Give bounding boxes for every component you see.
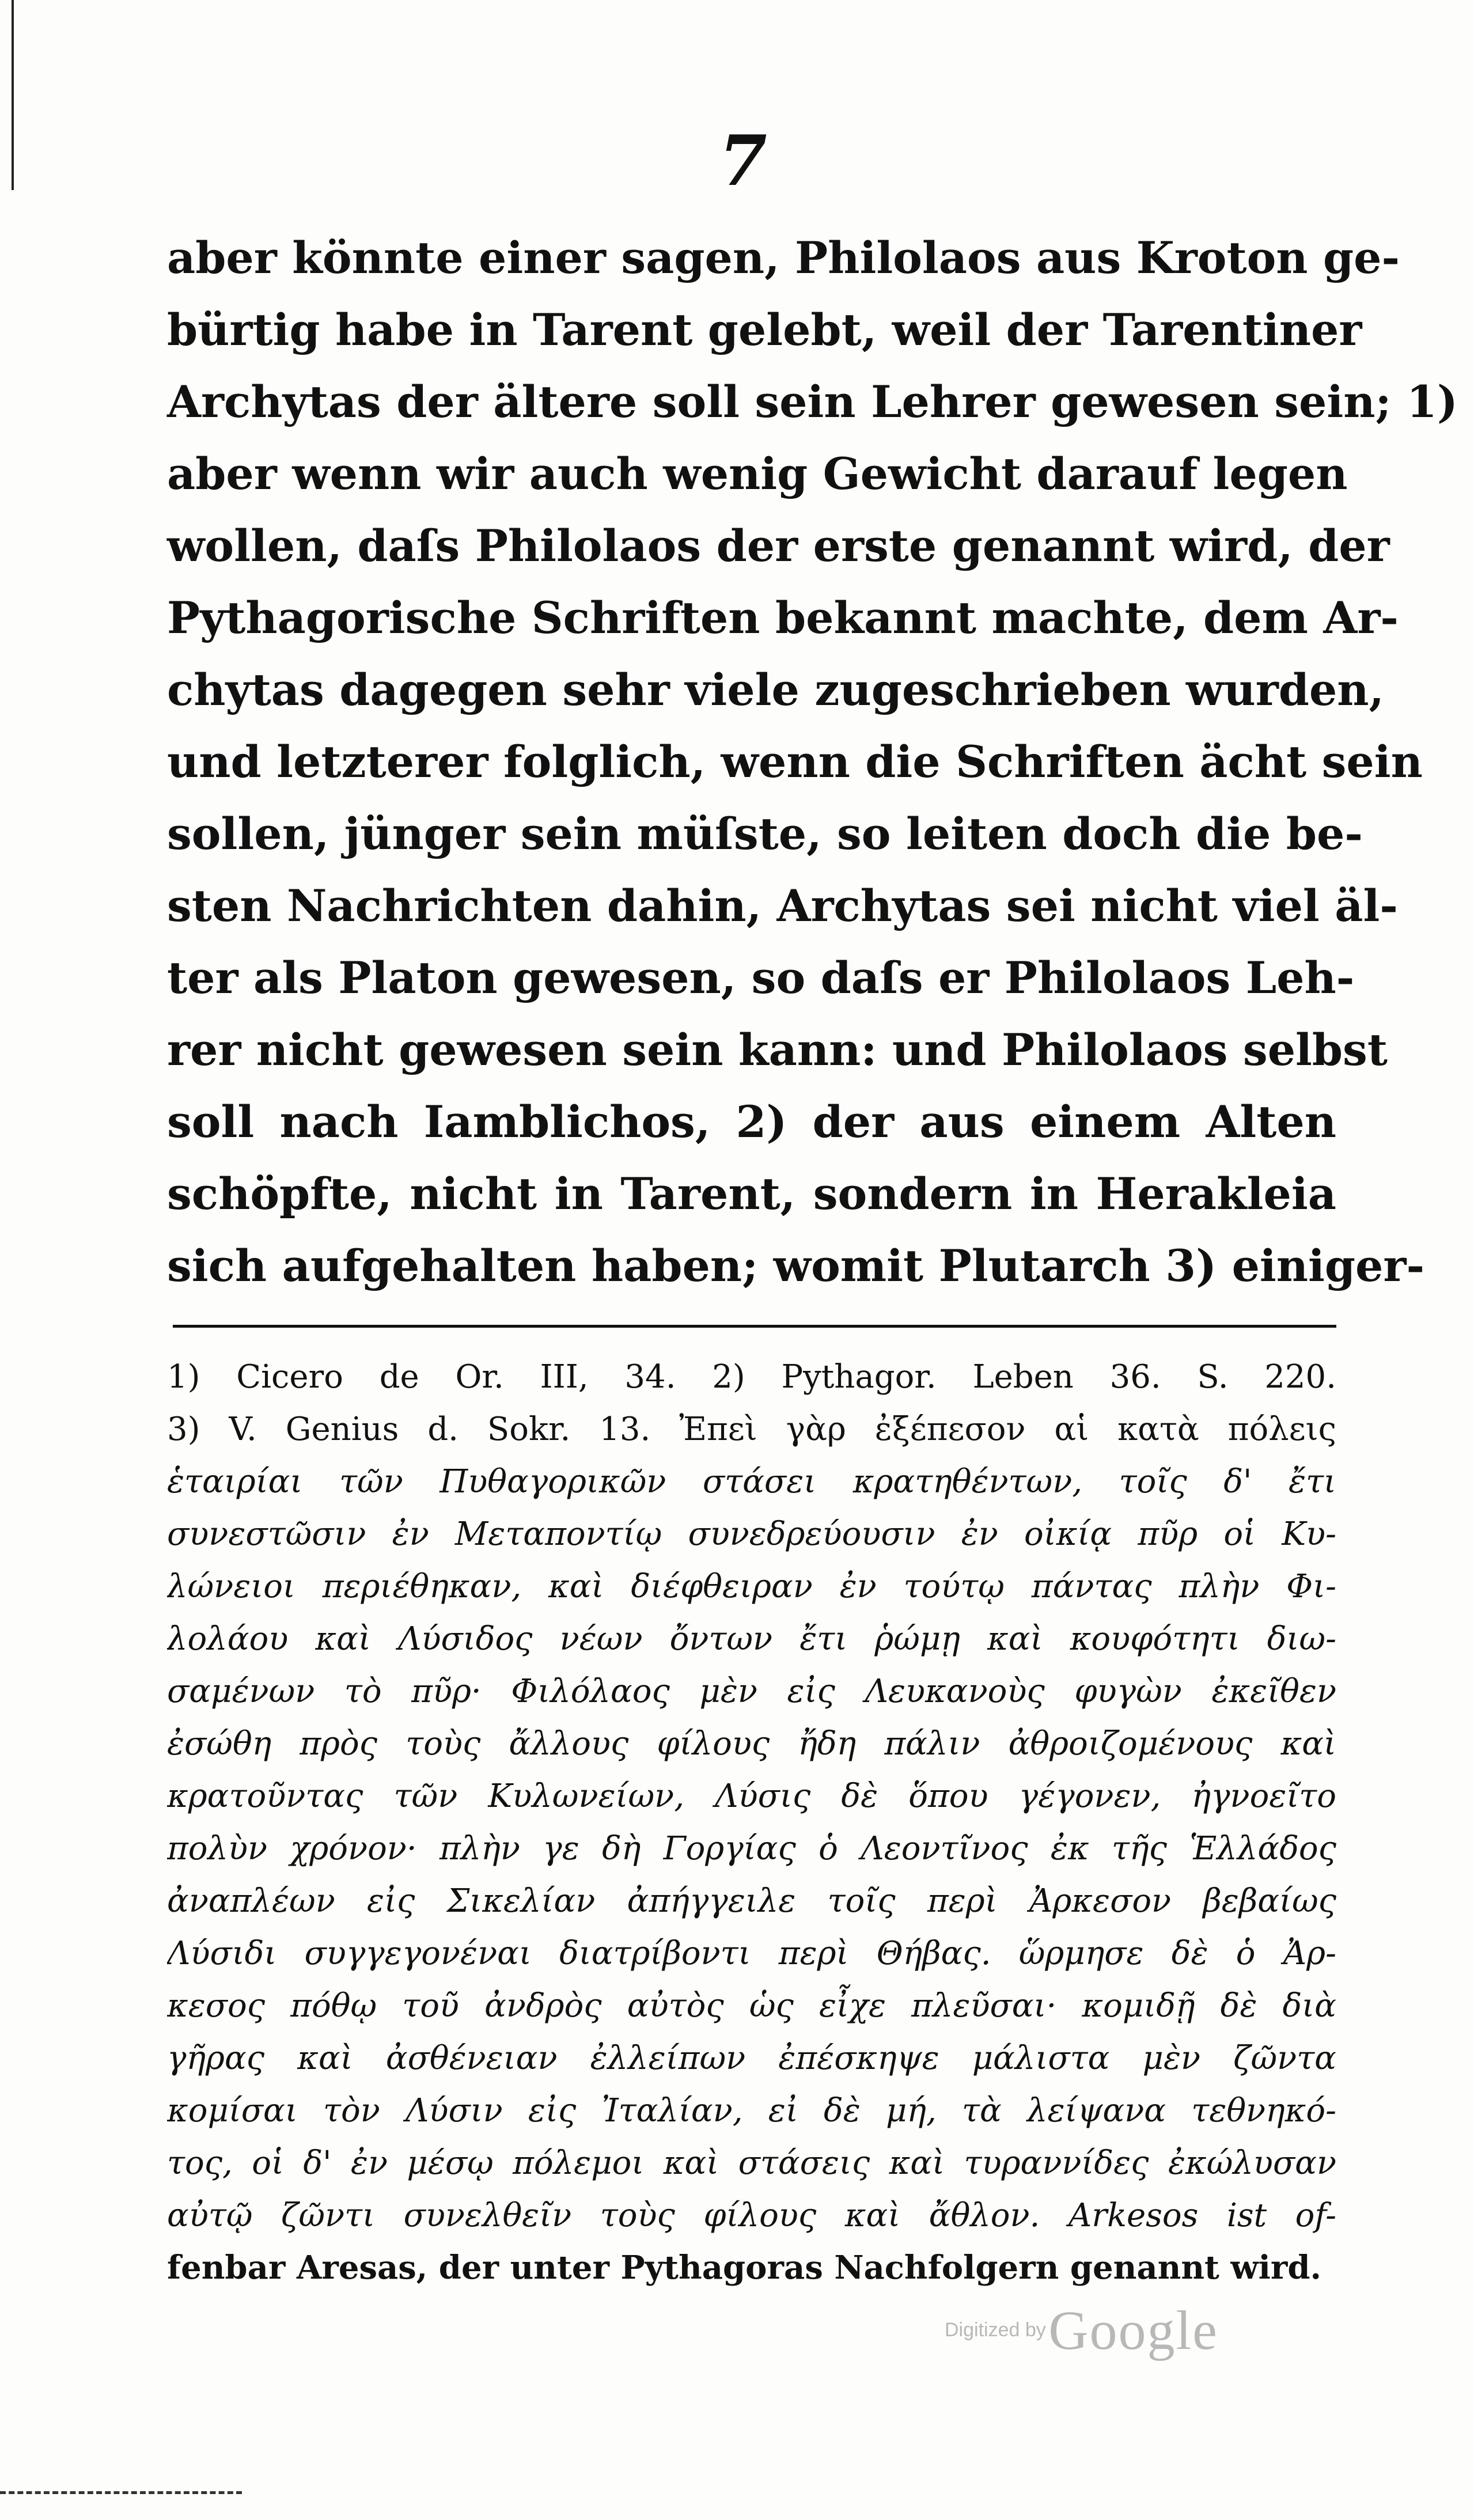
footnote-line: Λύσιδι συγγεγονέναι διατρίβοντι περὶ Θήβας. ὥρμησε δὲ ὁ Ἀρ- bbox=[167, 1935, 1336, 1972]
footnote-divider bbox=[173, 1325, 1336, 1328]
main-text-line: sich aufgehalten haben; womit Plutarch 3) einiger- bbox=[167, 1240, 1424, 1291]
main-text-line: aber wenn wir auch wenig Gewicht darauf legen bbox=[167, 448, 1348, 499]
main-text-line: soll nach Iamblichos, 2) der aus einem Alten bbox=[167, 1096, 1336, 1147]
main-text-line: bürtig habe in Tarent gelebt, weil der Tarentiner bbox=[167, 304, 1362, 355]
footnote-line: κρατοῦντας τῶν Κυλωνείων, Λύσις δὲ ὅπου γέγονεν, ἠγνοεῖτο bbox=[167, 1778, 1336, 1815]
footnote-line: συνεστῶσιν ἐν Μεταποντίῳ συνεδρεύουσιν ἐν οἰκίᾳ πῦρ οἱ Κυ- bbox=[167, 1515, 1336, 1553]
footnotes-block bbox=[167, 1351, 1336, 2294]
main-text-line: wollen, daſs Philolaos der erste genannt wird, der bbox=[167, 520, 1390, 571]
footnote-line: ἐσώθη πρὸς τοὺς ἄλλους φίλους ἤδη πάλιν ἀθροιζομένους καὶ bbox=[167, 1725, 1336, 1763]
footnote-line: ἑταιρίαι τῶν Πυθαγορικῶν στάσει κρατηθέντων, τοῖς δ' ἔτι bbox=[167, 1463, 1336, 1500]
main-text-block bbox=[167, 222, 1458, 1302]
footnote-line: αὐτῷ ζῶντι συνελθεῖν τοὺς φίλους καὶ ἄθλον. Arkesos ist of- bbox=[167, 2197, 1336, 2234]
footnote-line: κεσος πόθῳ τοῦ ἀνδρὸς αὐτὸς ὡς εἶχε πλεῦσαι· κομιδῇ δὲ διὰ bbox=[167, 1987, 1336, 2025]
main-text-line: sten Nachrichten dahin, Archytas sei nicht viel äl- bbox=[167, 880, 1398, 931]
footnote-line: κομίσαι τὸν Λύσιν εἰς Ἰταλίαν, εἰ δὲ μή, τὰ λείψανα τεθνηκό- bbox=[167, 2092, 1336, 2129]
page-edge-mark bbox=[12, 0, 20, 190]
footnote-line: σαμένων τὸ πῦρ· Φιλόλαος μὲν εἰς Λευκανοὺς φυγὼν ἐκεῖθεν bbox=[167, 1673, 1336, 1710]
google-logo: Google bbox=[1048, 2299, 1218, 2361]
digitized-watermark bbox=[945, 2298, 1244, 2362]
main-text-line: schöpfte, nicht in Tarent, sondern in Herakleia bbox=[167, 1168, 1336, 1219]
page-number: 7 bbox=[719, 120, 767, 202]
footnote-line: fenbar Aresas, der unter Pythagoras Nachfolgern genannt wird. bbox=[167, 2249, 1322, 2287]
watermark-prefix: Digitized by bbox=[945, 2319, 1046, 2341]
footnote-line: ἀναπλέων εἰς Σικελίαν ἀπήγγειλε τοῖς περὶ Ἀρκεσον βεβαίως bbox=[167, 1882, 1336, 1920]
main-text-line: sollen, jünger sein müſste, so leiten doch die be- bbox=[167, 808, 1363, 859]
main-text-line: Pythagorische Schriften bekannt machte, dem Ar- bbox=[167, 592, 1399, 643]
main-text-line: chytas dagegen sehr viele zugeschrieben wurden, bbox=[167, 664, 1384, 715]
footnote-line: 1) Cicero de Or. III, 34. 2) Pythagor. Leben 36. S. 220. bbox=[167, 1358, 1336, 1396]
main-text-line: ter als Platon gewesen, so daſs er Philolaos Leh- bbox=[167, 952, 1355, 1003]
main-text-line: und letzterer folglich, wenn die Schriften ächt sein bbox=[167, 736, 1423, 787]
footnote-line: λολάου καὶ Λύσιδος νέων ὄντων ἔτι ῥώμῃ καὶ κουφότητι διω- bbox=[167, 1620, 1336, 1658]
footnote-line: τος, οἱ δ' ἐν μέσῳ πόλεμοι καὶ στάσεις καὶ τυραννίδες ἐκώλυσαν bbox=[167, 2144, 1336, 2182]
footnote-line: 3) V. Genius d. Sokr. 13. Ἐπεὶ γὰρ ἐξέπεσον αἱ κατὰ πόλεις bbox=[167, 1411, 1336, 1448]
footnote-line: λώνειοι περιέθηκαν, καὶ διέφθειραν ἐν τούτῳ πάντας πλὴν Φι- bbox=[167, 1568, 1336, 1605]
footnote-line: πολὺν χρόνον· πλὴν γε δὴ Γοργίας ὁ Λεοντῖνος ἐκ τῆς Ἑλλάδος bbox=[167, 1830, 1336, 1867]
main-text-line: Archytas der ältere soll sein Lehrer gewesen sein; 1) bbox=[167, 376, 1458, 427]
main-text-line: aber könnte einer sagen, Philolaos aus Kroton ge- bbox=[167, 232, 1400, 283]
main-text-line: rer nicht gewesen sein kann: und Philolaos selbst bbox=[167, 1024, 1388, 1075]
footnote-line: γῆρας καὶ ἀσθένειαν ἐλλείπων ἐπέσκηψε μάλιστα μὲν ζῶντα bbox=[167, 2040, 1336, 2077]
page-bottom-mark bbox=[0, 2491, 242, 2494]
